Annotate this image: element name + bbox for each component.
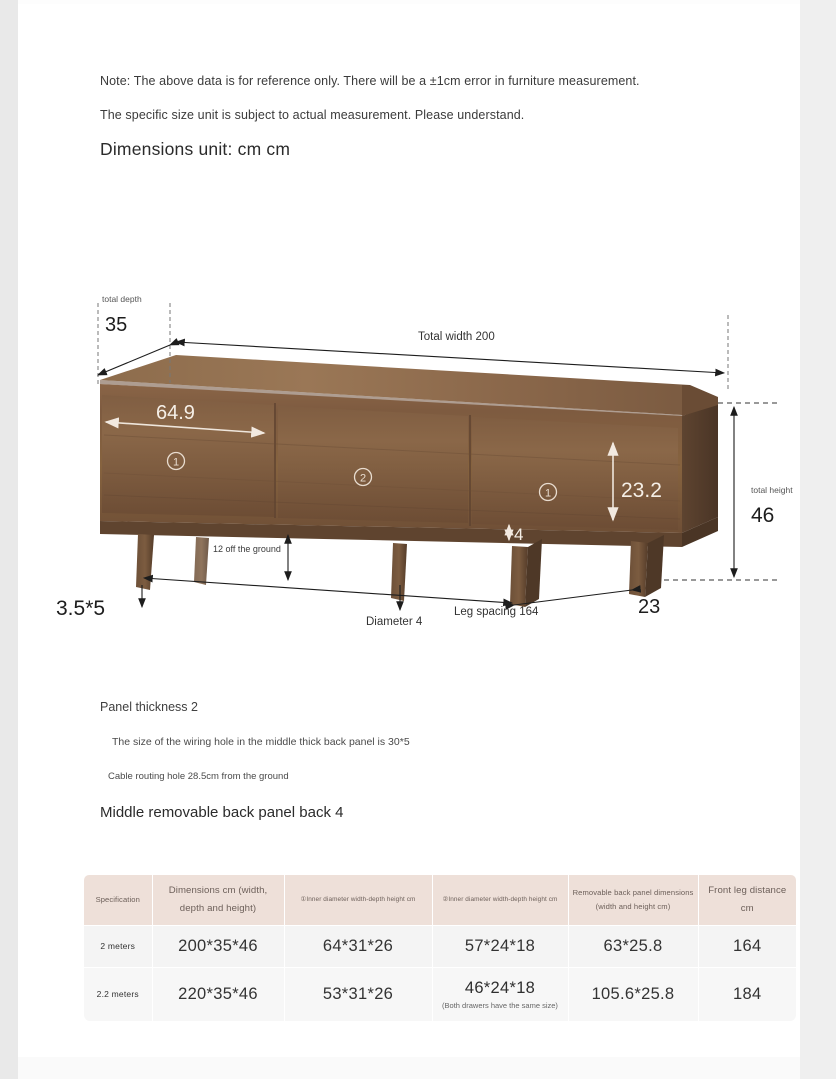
marker-2: 2 bbox=[359, 472, 367, 485]
header-text: ①Inner diameter width-depth height cm bbox=[300, 895, 416, 903]
specification-table-wrap bbox=[84, 875, 796, 1021]
header-text: Dimensions cm (width, bbox=[168, 885, 268, 897]
leg-spacing-label: Leg spacing 164 bbox=[454, 606, 539, 618]
cell-front-leg: 184 bbox=[698, 967, 796, 1021]
cell-back-panel: 105.6*25.8 bbox=[568, 967, 698, 1021]
cell-inner-1: 53*31*26 bbox=[284, 967, 432, 1021]
furniture-dimension-diagram bbox=[18, 285, 800, 645]
header-cell-inner-diameter-1 bbox=[284, 875, 432, 925]
gap-4-value: 4 bbox=[514, 525, 524, 544]
page-gutter-left bbox=[0, 0, 18, 1079]
cell-inner-2 bbox=[432, 967, 568, 1021]
cell-front-leg: 164 bbox=[698, 925, 796, 967]
total-depth-value: 35 bbox=[105, 314, 128, 336]
wiring-hole-text: The size of the wiring hole in the middle thick back panel is 30*5 bbox=[112, 736, 410, 748]
header-cell-front-leg-distance bbox=[698, 875, 796, 925]
cell-inner-2-value: 46*24*18 bbox=[464, 978, 536, 997]
header-subtext: depth and height) bbox=[179, 902, 257, 914]
cell-inner-2: 57*24*18 bbox=[432, 925, 568, 967]
cell-back-panel: 63*25.8 bbox=[568, 925, 698, 967]
table-row bbox=[84, 967, 796, 1021]
table-row bbox=[84, 925, 796, 967]
header-text: Removable back panel dimensions bbox=[572, 887, 694, 897]
note-line-2: The specific size unit is subject to actual measurement. Please understand. bbox=[100, 108, 525, 122]
note-line-1: Note: The above data is for reference only. There will be a ±1cm error in furniture measurement. bbox=[100, 74, 640, 88]
page-top-strip bbox=[18, 0, 800, 4]
dimensions-unit-title: Dimensions unit: cm cm bbox=[100, 139, 291, 159]
total-width-label: Total width 200 bbox=[418, 331, 495, 343]
notes-block bbox=[100, 74, 760, 160]
table-header-row bbox=[84, 875, 796, 925]
cable-routing-text: Cable routing hole 28.5cm from the ground bbox=[108, 771, 289, 782]
header-cell-specification bbox=[84, 875, 152, 925]
leg-section-value: 3.5*5 bbox=[56, 597, 106, 620]
panel-thickness-text: Panel thickness 2 bbox=[100, 700, 198, 714]
header-text: ②Inner diameter width-depth height cm bbox=[442, 895, 558, 903]
table-body bbox=[84, 925, 796, 1021]
removable-back-panel-text: Middle removable back panel back 4 bbox=[100, 804, 344, 821]
total-height-value: 46 bbox=[751, 504, 775, 527]
header-text: Specification bbox=[95, 894, 140, 904]
midtext-block bbox=[100, 700, 740, 821]
cell-dimensions: 220*35*46 bbox=[152, 967, 284, 1021]
drawer-width-value: 64.9 bbox=[156, 402, 195, 424]
drawer-height-value: 23.2 bbox=[621, 479, 662, 502]
cell-specification: 2 meters bbox=[84, 925, 152, 967]
specification-table bbox=[84, 875, 796, 1021]
page-gutter-right bbox=[800, 0, 836, 1079]
cell-dimensions: 200*35*46 bbox=[152, 925, 284, 967]
total-depth-label: total depth bbox=[102, 294, 142, 304]
cell-inner-1: 64*31*26 bbox=[284, 925, 432, 967]
page-bottom-strip bbox=[18, 1057, 800, 1079]
off-ground-label: 12 off the ground bbox=[213, 544, 281, 554]
total-height-label: total height bbox=[751, 485, 793, 495]
product-spec-page bbox=[18, 0, 800, 1079]
cell-specification: 2.2 meters bbox=[84, 967, 152, 1021]
header-cell-dimensions bbox=[152, 875, 284, 925]
header-cell-removable-back-panel bbox=[568, 875, 698, 925]
table-header bbox=[84, 875, 796, 925]
diameter-label: Diameter 4 bbox=[366, 616, 423, 628]
header-subtext: (width and height cm) bbox=[595, 901, 671, 911]
cell-inner-2-note: (Both drawers have the same size) bbox=[442, 1000, 558, 1010]
marker-1-right: 1 bbox=[544, 487, 552, 500]
header-text: Front leg distance cm bbox=[708, 885, 787, 914]
marker-1-left: 1 bbox=[172, 456, 180, 469]
leg-depth-value: 23 bbox=[638, 596, 661, 618]
header-cell-inner-diameter-2 bbox=[432, 875, 568, 925]
